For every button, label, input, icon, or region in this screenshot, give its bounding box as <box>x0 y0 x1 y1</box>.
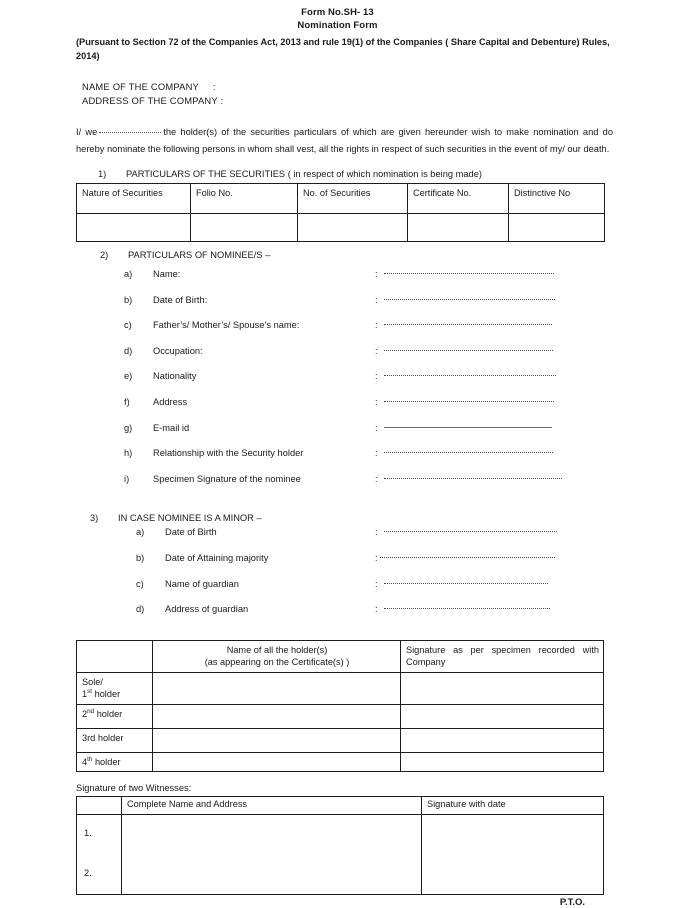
field-answer[interactable] <box>375 447 605 460</box>
table-row <box>77 672 604 704</box>
field-row-guardian-name <box>136 578 675 604</box>
holders-header-name <box>153 640 401 672</box>
declaration-prefix: I/ we <box>76 127 98 137</box>
holder-name-cell[interactable] <box>153 672 401 704</box>
field-colon: : <box>375 422 378 433</box>
field-row-minor-dob <box>136 526 675 552</box>
field-letter: i) <box>124 473 130 484</box>
securities-particulars-table <box>76 183 605 242</box>
field-label: Relationship with the Security holder <box>153 448 304 459</box>
field-colon: : <box>375 294 378 305</box>
holder-ordinal-suffix: nd <box>87 707 95 715</box>
field-row-nominee-relationship <box>124 447 675 473</box>
section-2-number: 2) <box>100 250 109 260</box>
field-dotted-line[interactable] <box>384 324 552 325</box>
holder-signature-cell[interactable] <box>401 672 604 704</box>
field-letter: a) <box>124 269 133 279</box>
field-answer[interactable] <box>375 294 605 307</box>
declaration-body: the holder(s) of the securities particulars of which are given hereunder wish to make nomination and do hereby nominate the following persons in whom shall vest, all the rights in respect of such securities in the event of my/ our death. <box>76 127 613 154</box>
holders-header-corner <box>77 640 153 672</box>
company-address-label: ADDRESS OF THE COMPANY : <box>82 95 224 106</box>
field-colon: : <box>375 527 378 538</box>
field-row-nominee-specimen-signature <box>124 473 675 499</box>
field-dotted-line[interactable] <box>384 299 555 300</box>
field-dotted-line[interactable] <box>384 452 553 453</box>
holder-word: holder <box>92 689 121 700</box>
field-label: Address <box>153 396 188 407</box>
section-2-title: PARTICULARS OF NOMINEE/S – <box>128 250 271 260</box>
holders-header-signature <box>401 640 604 672</box>
field-letter: b) <box>124 294 133 305</box>
field-letter: d) <box>136 604 145 615</box>
holders-header-name-line1: Name of all the holder(s) <box>226 644 328 655</box>
section-1-title: PARTICULARS OF THE SECURITIES ( in respect of which nomination is being made) <box>126 169 482 179</box>
field-label: Name of guardian <box>165 578 239 589</box>
witness-header-name-address: Complete Name and Address <box>122 797 422 815</box>
field-letter: a) <box>136 527 145 538</box>
cell-nature-of-securities[interactable] <box>77 214 191 242</box>
field-label: Name: <box>153 269 181 279</box>
holder-label-third <box>77 728 153 752</box>
field-colon: : <box>375 604 378 615</box>
holders-signature-table <box>76 640 604 773</box>
column-header-distinctive-no: Distinctive No <box>509 184 605 214</box>
holder-word: holder <box>92 756 121 767</box>
field-label: Nationality <box>153 371 197 382</box>
field-answer[interactable] <box>375 319 605 332</box>
holder-word: holder <box>95 732 124 743</box>
field-letter: c) <box>136 578 144 589</box>
field-row-nominee-email <box>124 422 675 448</box>
table-header-row <box>77 640 604 672</box>
holder-label-line2 <box>82 708 148 721</box>
table-row <box>77 214 605 242</box>
field-letter: b) <box>136 552 145 563</box>
witness-number-1: 1. <box>84 827 92 838</box>
field-dotted-line[interactable] <box>384 583 548 584</box>
field-dotted-line[interactable] <box>384 273 554 274</box>
field-letter: h) <box>124 448 133 459</box>
field-label: Specimen Signature of the nominee <box>153 473 301 484</box>
holder-label-line2 <box>82 756 148 769</box>
holder-ordinal-number: 3rd <box>82 732 96 743</box>
column-header-folio-no: Folio No. <box>191 184 298 214</box>
holder-signature-cell[interactable] <box>401 728 604 752</box>
document-header <box>0 0 675 32</box>
witness-section-title: Signature of two Witnesses: <box>76 783 192 794</box>
table-header-row <box>77 184 605 214</box>
holders-header-name-line2: (as appearing on the Certificate(s) ) <box>204 657 350 668</box>
field-colon: : <box>375 371 378 382</box>
holder-name-cell[interactable] <box>153 704 401 728</box>
form-title: Nomination Form <box>297 20 378 31</box>
field-colon: : <box>375 396 378 407</box>
holder-label-second <box>77 704 153 728</box>
field-label: E-mail id <box>153 422 190 433</box>
holder-ordinal-number: 1 <box>82 689 88 700</box>
field-dotted-line[interactable] <box>380 557 555 558</box>
field-dotted-line[interactable] <box>384 608 550 609</box>
field-dotted-line[interactable] <box>384 427 552 428</box>
cell-distinctive-no[interactable] <box>509 214 605 242</box>
field-answer[interactable] <box>375 396 605 409</box>
field-row-nominee-address <box>124 396 675 422</box>
section-1-number: 1) <box>98 169 107 179</box>
field-label: Father’s/ Mother’s/ Spouse’s name: <box>153 320 300 331</box>
nominee-fields-list <box>0 268 675 498</box>
section-1-heading <box>0 168 675 181</box>
witness-signature-table <box>76 796 604 895</box>
holder-ordinal-number: 2 <box>82 708 88 719</box>
holder-ordinal-suffix: st <box>87 688 93 696</box>
field-label: Address of guardian <box>165 604 249 615</box>
field-answer[interactable] <box>375 268 605 281</box>
cell-no-of-securities[interactable] <box>298 214 408 242</box>
minor-nominee-fields-list <box>0 526 675 628</box>
holder-label-fourth <box>77 752 153 772</box>
field-answer[interactable] <box>375 526 605 539</box>
holder-word: holder <box>94 708 123 719</box>
column-header-no-of-securities: No. of Securities <box>298 184 408 214</box>
field-answer[interactable] <box>375 345 605 358</box>
field-dotted-line[interactable] <box>384 350 553 351</box>
field-row-nominee-occupation <box>124 345 675 371</box>
table-row <box>77 752 604 772</box>
witness-header-signature-date: Signature with date <box>422 797 604 815</box>
field-label: Date of Birth: <box>153 294 208 305</box>
field-letter: c) <box>124 320 132 331</box>
field-row-nominee-name <box>124 268 675 294</box>
table-row <box>77 704 604 728</box>
field-colon: : <box>375 552 378 563</box>
field-dotted-line[interactable] <box>384 401 554 402</box>
form-number: Form No.SH- 13 <box>301 7 374 18</box>
field-row-nominee-dob <box>124 294 675 320</box>
column-header-nature-of-securities: Nature of Securities <box>77 184 191 214</box>
field-colon: : <box>375 345 378 356</box>
holders-header-signature-line1: Signature as per specimen recorded with <box>406 644 599 655</box>
holder-ordinal-number: 4 <box>82 756 88 767</box>
field-dotted-line[interactable] <box>384 375 556 376</box>
company-name-label: NAME OF THE COMPANY : <box>82 81 216 92</box>
declaration-paragraph <box>0 124 675 157</box>
section-3-number: 3) <box>90 513 99 524</box>
field-answer[interactable] <box>375 473 605 486</box>
holder-signature-cell[interactable] <box>401 704 604 728</box>
field-answer[interactable] <box>375 422 605 435</box>
witness-header-number <box>77 797 122 815</box>
section-2-heading <box>0 249 675 262</box>
field-row-nominee-nationality <box>124 370 675 396</box>
cell-certificate-no[interactable] <box>408 214 509 242</box>
field-dotted-line[interactable] <box>384 531 557 532</box>
field-colon: : <box>375 320 378 331</box>
field-colon: : <box>375 473 378 484</box>
pursuant-statement: (Pursuant to Section 72 of the Companies Act, 2013 and rule 19(1) of the Companies ( Share Capital and Debenture) Rules, 2014) <box>76 37 610 61</box>
field-letter: f) <box>124 396 130 407</box>
witness-signature-cell[interactable] <box>422 814 604 894</box>
field-letter: g) <box>124 422 133 433</box>
holders-header-signature-line2: Company <box>406 657 446 668</box>
field-colon: : <box>375 448 378 459</box>
holder-name-cell[interactable] <box>153 728 401 752</box>
field-label: Date of Attaining majority <box>165 552 269 563</box>
witness-number-2: 2. <box>84 867 92 878</box>
table-row <box>77 814 604 894</box>
field-letter: d) <box>124 345 133 356</box>
field-letter: e) <box>124 371 133 382</box>
field-label: Date of Birth <box>165 527 217 538</box>
section-3-heading <box>0 512 675 525</box>
field-dotted-line[interactable] <box>384 478 562 479</box>
field-colon: : <box>375 269 378 279</box>
field-row-minor-majority-date <box>136 552 675 578</box>
field-row-guardian-address <box>136 603 675 629</box>
witness-name-address-cell[interactable] <box>122 814 422 894</box>
cell-folio-no[interactable] <box>191 214 298 242</box>
holder-label-line1: Sole/ <box>82 676 103 687</box>
table-row <box>77 728 604 752</box>
witness-number-cell <box>77 814 122 894</box>
holder-label-first <box>77 672 153 704</box>
section-3-title: IN CASE NOMINEE IS A MINOR – <box>118 513 262 524</box>
column-header-certificate-no: Certificate No. <box>408 184 509 214</box>
company-details-block <box>0 80 675 108</box>
field-label: Occupation: <box>153 345 203 356</box>
holder-name-blank[interactable] <box>99 132 161 133</box>
holder-signature-cell[interactable] <box>401 752 604 772</box>
holder-name-cell[interactable] <box>153 752 401 772</box>
field-row-nominee-parent-spouse-name <box>124 319 675 345</box>
field-answer[interactable] <box>375 578 605 591</box>
field-answer[interactable] <box>375 552 605 565</box>
holder-label-line2 <box>82 688 148 701</box>
field-answer[interactable] <box>375 370 605 383</box>
holder-label-line2 <box>82 732 148 745</box>
holder-ordinal-suffix: th <box>87 755 93 763</box>
field-colon: : <box>375 578 378 589</box>
page-turn-over-note: P.T.O. <box>559 896 585 908</box>
field-answer[interactable] <box>375 603 605 616</box>
table-header-row <box>77 797 604 815</box>
